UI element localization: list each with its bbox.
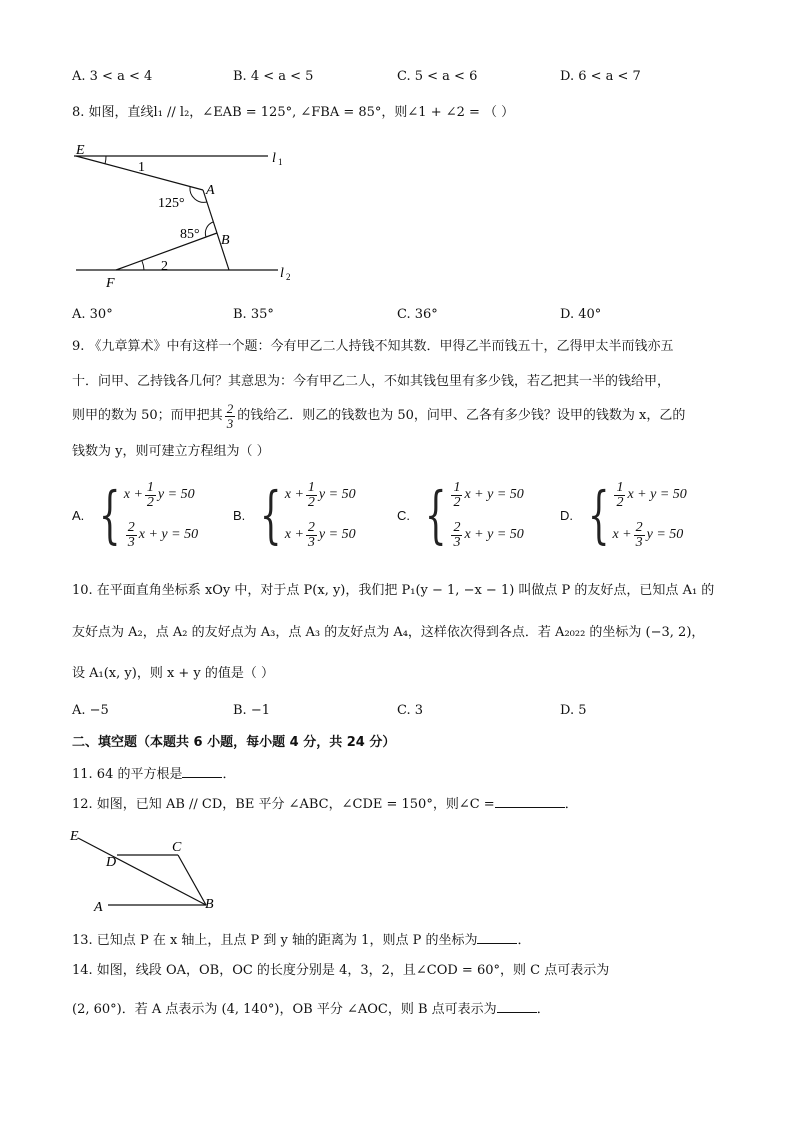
- q10-line1: 10. 在平面直角坐标系 xOy 中，对于点 P(x, y)，我们把 P₁(y − 1, −x − 1) 叫做点 P 的友好点，已知点 A₁ 的: [72, 583, 715, 598]
- q9-a-eq1: x + $\frac{1}{2}$ y = 50: [123, 479, 195, 510]
- q9-b-eq2: x + $\frac{2}{3}$ y = 50: [284, 519, 356, 550]
- q12-figure: [66, 824, 226, 916]
- q8-label-125: 125°: [158, 196, 185, 211]
- q7-option-d[interactable]: D. 6 < a < 7: [560, 69, 641, 84]
- q8-label-e: E: [76, 143, 85, 158]
- q12-label-a: A: [94, 900, 103, 915]
- q9-line1: 9. 《九章算术》中有这样一个题：今有甲乙二人持钱不知其数．甲得乙半而钱五十，乙得甲太半而钱亦五: [72, 339, 674, 354]
- q8-stem: 8. 如图，直线l₁ // l₂，∠EAB = 125°, ∠FBA = 85°，则∠1 + ∠2 = （ ）: [72, 105, 515, 120]
- q14-line2-wrap: [72, 1000, 550, 1019]
- q12-label-d: D: [106, 855, 117, 870]
- q13: [72, 931, 530, 950]
- q12-answer-blank[interactable]: [495, 795, 565, 808]
- q9-d-eq1: $\frac{1}{2}$ x + y = 50: [616, 479, 687, 510]
- q13-end: ．: [517, 933, 531, 948]
- q8-option-b[interactable]: B. 35°: [233, 307, 274, 322]
- q12: [72, 795, 578, 814]
- q8-angle2-arc: [142, 261, 144, 270]
- q7-option-a[interactable]: A. 3 < a < 4: [72, 69, 153, 84]
- q13-text: 13. 已知点 P 在 x 轴上，且点 P 到 y 轴的距离为 1，则点 P 的坐标为: [72, 933, 478, 948]
- q9-option-a-label: A.: [72, 507, 85, 523]
- q9-line3-b: 的钱给乙．则乙的钱数也为 50，问甲、乙各有多少钱？设甲的钱数为 x，乙的: [237, 408, 686, 423]
- q8-label-b: B: [221, 233, 230, 248]
- q8-label-85: 85°: [180, 227, 200, 242]
- q8-label-2: 2: [161, 259, 168, 274]
- q8-option-a[interactable]: A. 30°: [72, 307, 113, 322]
- section-2-heading: 二、填空题（本题共 6 小题，每小题 4 分，共 24 分）: [72, 735, 396, 750]
- q8-label-a: A: [206, 183, 215, 198]
- brace-icon: {: [99, 478, 121, 551]
- q14-answer-blank[interactable]: [497, 1000, 537, 1013]
- q9-line4: 钱数为 y，则可建立方程组为（ ）: [72, 444, 270, 459]
- q8-label-1: 1: [138, 160, 145, 175]
- q9-c-eq1: $\frac{1}{2}$ x + y = 50: [453, 479, 524, 510]
- q8-label-l2-sub: 2: [286, 272, 291, 282]
- q13-answer-blank[interactable]: [477, 931, 517, 944]
- q8-label-l1: l: [272, 151, 276, 166]
- q9-d-eq2: x + $\frac{2}{3}$ y = 50: [612, 519, 684, 550]
- q11-text: 11. 64 的平方根是: [72, 767, 183, 782]
- q10-line2: 友好点为 A₂，点 A₂ 的友好点为 A₃，点 A₃ 的友好点为 A₄，这样依次得到各点．若 A₂₀₂₂ 的坐标为 (−3, 2)，: [72, 625, 705, 640]
- q8-label-l1-sub: 1: [278, 157, 283, 167]
- q8-label-l2: l: [280, 266, 284, 281]
- q9-option-d[interactable]: [560, 478, 687, 552]
- q9-fraction: $\frac{2}{3}$: [226, 400, 234, 431]
- q12-label-b: B: [205, 897, 214, 912]
- q9-option-c-label: C.: [397, 507, 410, 523]
- q9-line3-a: 则甲的数为 50；而甲把其: [72, 408, 223, 423]
- q14-end: ．: [536, 1002, 550, 1017]
- q7-option-c[interactable]: C. 5 < a < 6: [397, 69, 478, 84]
- q9-line3: [72, 398, 685, 434]
- brace-icon: {: [424, 478, 447, 551]
- q10-option-d[interactable]: D. 5: [560, 703, 587, 718]
- q9-option-d-label: D.: [560, 507, 573, 523]
- q7-option-b[interactable]: B. 4 < a < 5: [233, 69, 314, 84]
- q11-end: ．: [222, 767, 236, 782]
- q10-line3: 设 A₁(x, y)，则 x + y 的值是（ ）: [72, 666, 275, 681]
- q8-label-f: F: [106, 276, 115, 290]
- q9-line2: 十．问甲、乙持钱各几何？其意思为：今有甲乙二人，不如其钱包里有多少钱，若乙把其一半的钱给甲，: [72, 374, 671, 389]
- q9-a-eq2: $\frac{2}{3}$ x + y = 50: [127, 519, 199, 550]
- q9-option-b-label: B.: [233, 507, 246, 523]
- q10-option-b[interactable]: B. −1: [233, 703, 270, 718]
- q14-line1: 14. 如图，线段 OA，OB，OC 的长度分别是 4，3，2，且∠COD = 60°，则 C 点可表示为: [72, 963, 610, 978]
- q12-end: ．: [564, 797, 578, 812]
- q11: [72, 765, 236, 784]
- q9-option-a[interactable]: [72, 478, 198, 552]
- q11-answer-blank[interactable]: [182, 765, 222, 778]
- q9-option-b[interactable]: [233, 478, 356, 552]
- q12-label-c: C: [172, 840, 182, 855]
- q8-figure: [66, 140, 306, 290]
- q12-text: 12. 如图，已知 AB // CD，BE 平分 ∠ABC，∠CDE = 150°，则∠C =: [72, 797, 495, 812]
- q9-b-eq1: x + $\frac{1}{2}$ y = 50: [284, 479, 356, 510]
- q14-line2: (2, 60°)．若 A 点表示为 (4, 140°)，OB 平分 ∠AOC，则 B 点可表示为: [72, 1002, 497, 1017]
- q8-option-c[interactable]: C. 36°: [397, 307, 438, 322]
- brace-icon: {: [587, 478, 610, 551]
- q12-label-e: E: [70, 829, 79, 844]
- q10-option-c[interactable]: C. 3: [397, 703, 424, 718]
- q9-option-c[interactable]: [397, 478, 524, 552]
- q10-option-a[interactable]: A. −5: [72, 703, 109, 718]
- q9-c-eq2: $\frac{2}{3}$ x + y = 50: [453, 519, 524, 550]
- brace-icon: {: [260, 478, 282, 551]
- q8-option-d[interactable]: D. 40°: [560, 307, 602, 322]
- q8-angle1-arc: [105, 156, 106, 164]
